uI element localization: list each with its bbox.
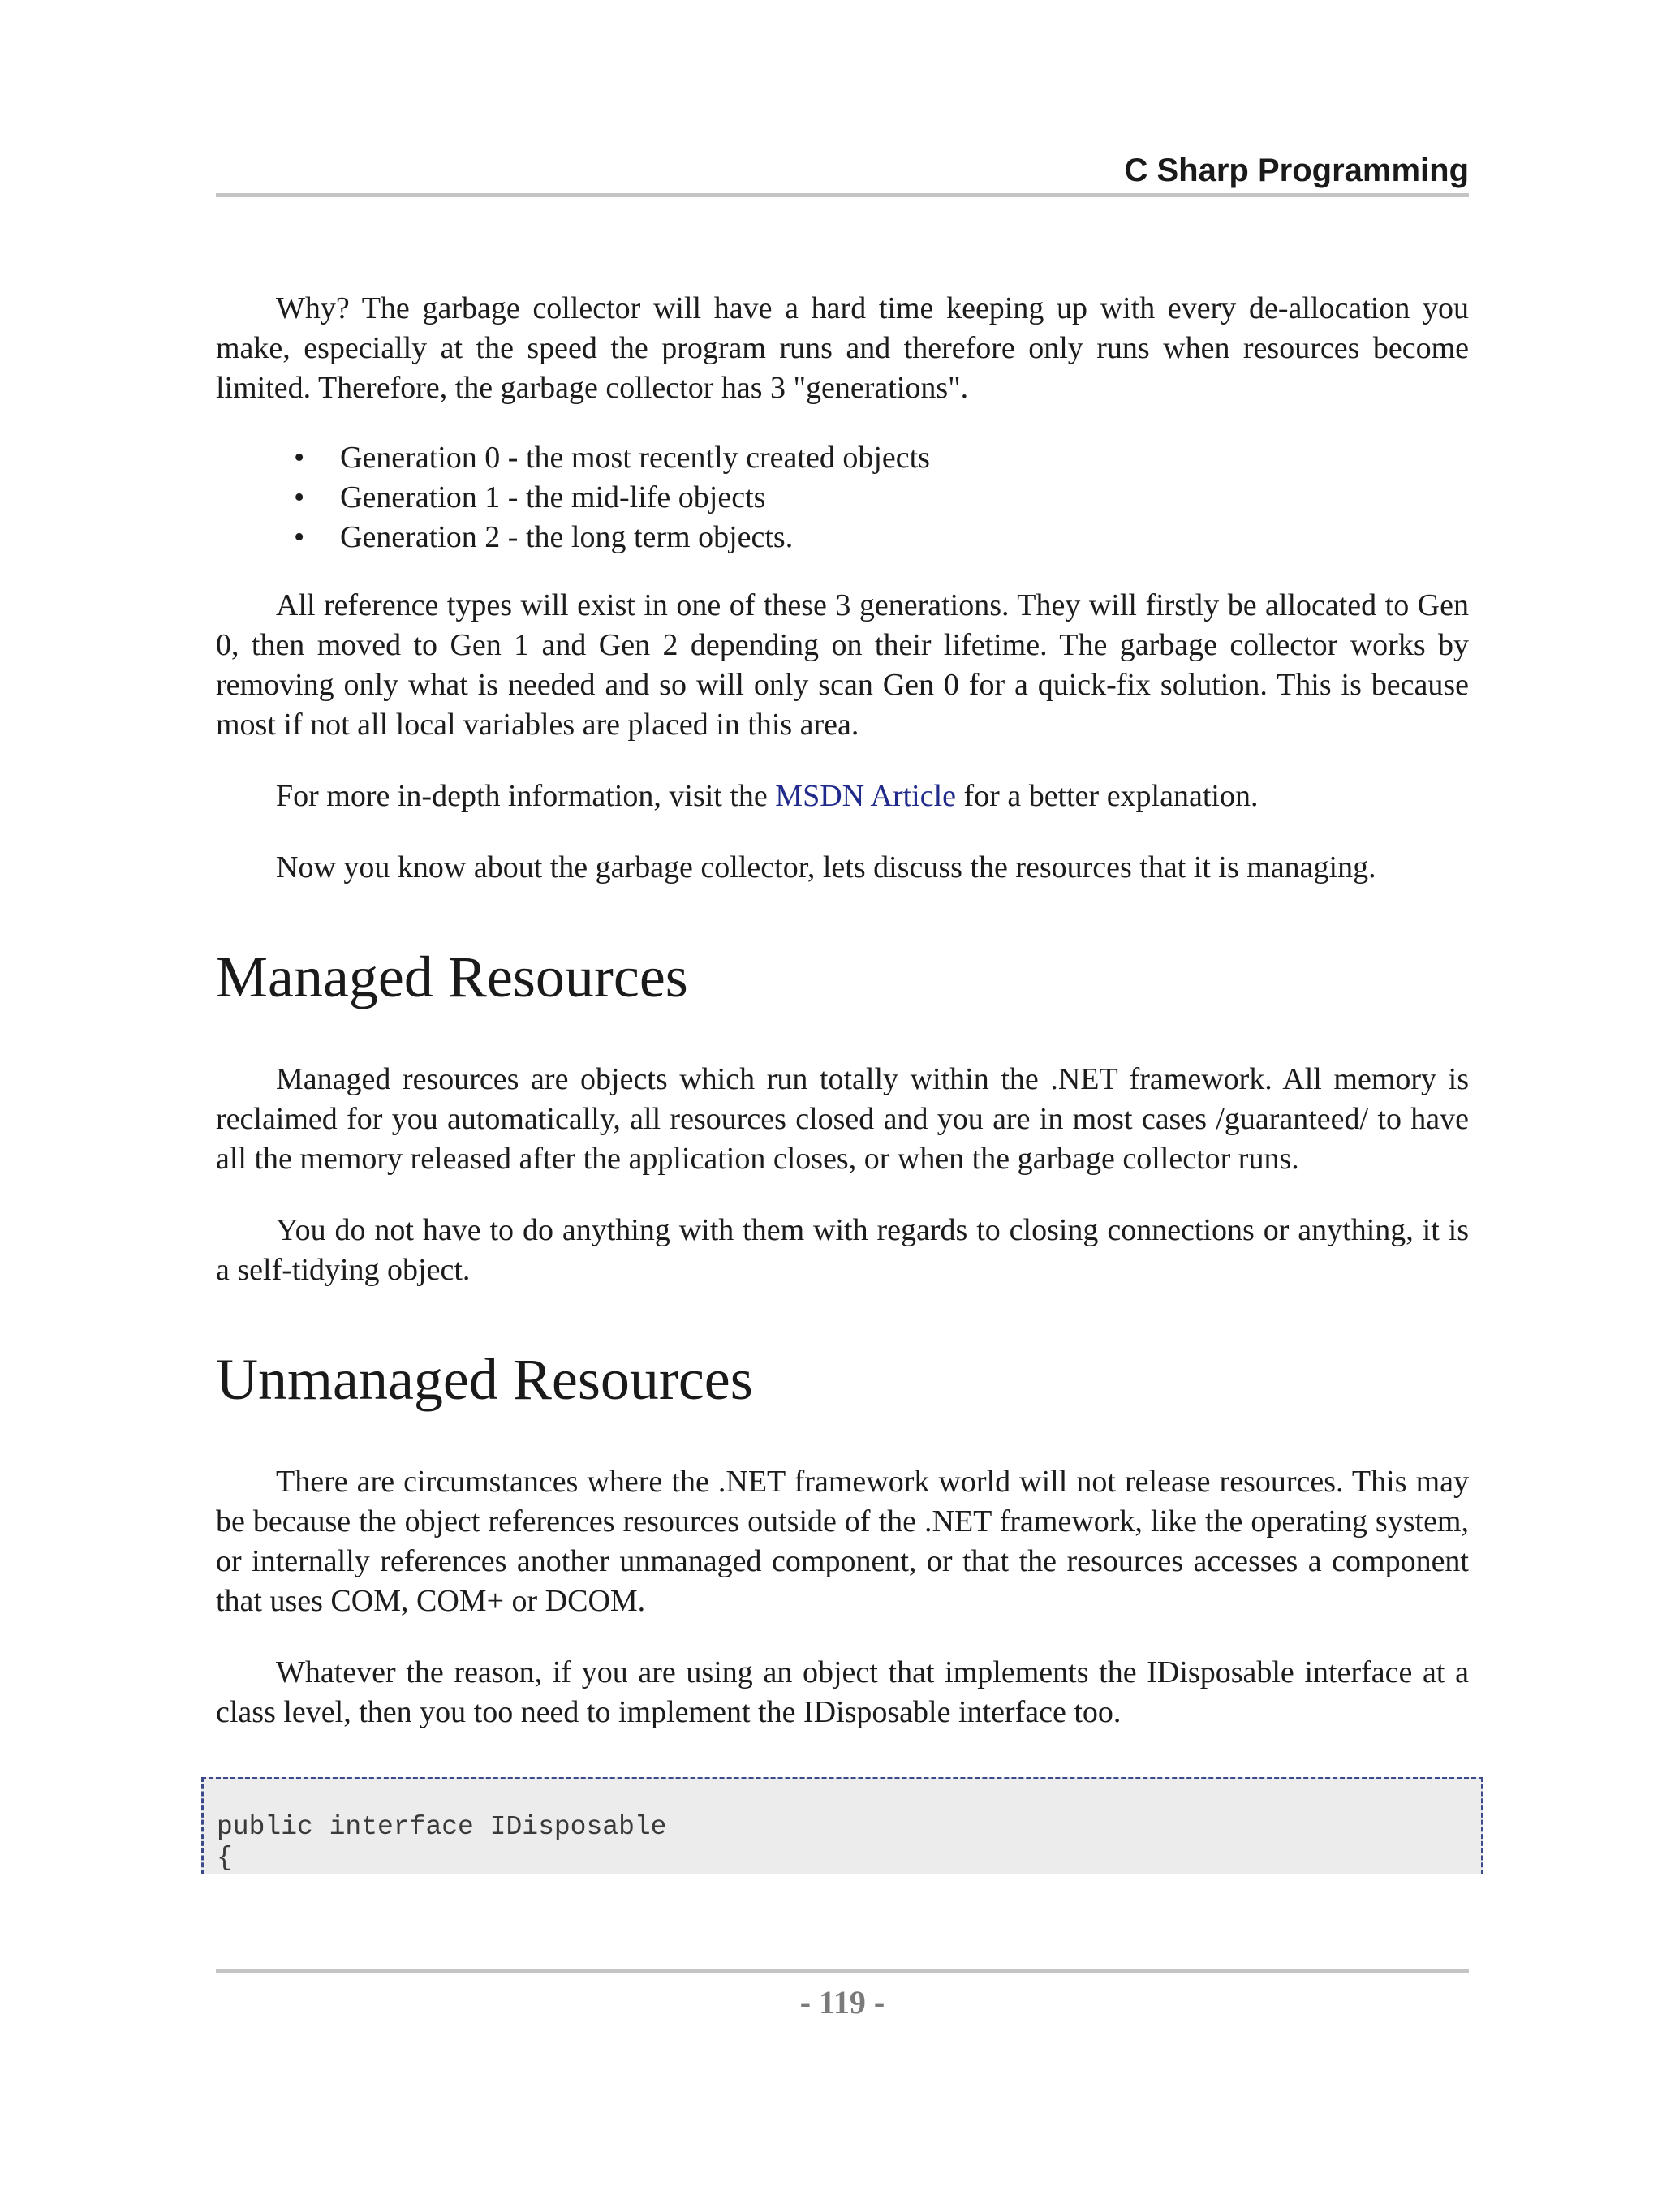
managed-paragraph: Managed resources are objects which run totally within the .NET framework. All memory is reclaimed for you automatically, all resources closed and you are in most cases /guaranteed/ to have all the memory released after the application closes, or when the garbage collector runs. — [216, 1062, 1469, 1176]
footer-rule — [216, 1969, 1469, 1973]
document-page — [216, 0, 1469, 2212]
msdn-article-link[interactable]: MSDN Article — [775, 779, 957, 813]
code-line: public interface IDisposable — [217, 1812, 667, 1842]
managed-paragraph: You do not have to do anything with them with regards to closing connections or anything, it is a self-tidying object. — [216, 1213, 1469, 1287]
intro-paragraph: Why? The garbage collector will have a hard time keeping up with every de-allocation you make, especially at the speed the program runs and therefore only runs when resources become limited. Therefore, the garbage collector has 3 "generations". — [216, 291, 1469, 405]
managed-resources-heading: Managed Resources — [216, 945, 688, 1009]
list-item: • Generation 1 - the mid-life objects — [340, 478, 1469, 518]
unmanaged-paragraph: There are circumstances where the .NET framework world will not release resources. This may be because the object references resources outside of the .NET framework, like the operating system, or internally references another unmanaged component, or that the resources accesses a component that uses COM, COM+ or DCOM. — [216, 1465, 1469, 1618]
transition-paragraph: Now you know about the garbage collector, lets discuss the resources that it is managing. — [276, 850, 1376, 884]
generations-list — [216, 438, 1469, 557]
code-line: { — [217, 1843, 233, 1873]
unmanaged-resources-heading: Unmanaged Resources — [216, 1347, 753, 1412]
more-info-paragraph — [216, 777, 1469, 816]
unmanaged-paragraph: Whatever the reason, if you are using an object that implements the IDisposable interface at a class level, then you too need to implement the IDisposable interface too. — [216, 1655, 1469, 1729]
header-rule — [216, 193, 1469, 197]
more-info-text-before: For more in-depth information, visit the — [276, 779, 776, 813]
list-item: • Generation 0 - the most recently created objects — [340, 438, 1469, 478]
generations-explanation-paragraph: All reference types will exist in one of these 3 generations. They will firstly be allocated to Gen 0, then moved to Gen 1 and Gen 2 depending on their lifetime. The garbage collector works by removing only what is needed and so will only scan Gen 0 for a quick-fix solution. This is because most if not all local variables are placed in this area. — [216, 588, 1469, 742]
more-info-text-after: for a better explanation. — [956, 779, 1259, 813]
list-item: • Generation 2 - the long term objects. — [340, 518, 1469, 557]
code-block — [201, 1777, 1483, 1874]
running-header: C Sharp Programming — [1124, 153, 1469, 188]
page-content — [216, 289, 1469, 1764]
page-number: - 119 - — [799, 1984, 885, 2020]
